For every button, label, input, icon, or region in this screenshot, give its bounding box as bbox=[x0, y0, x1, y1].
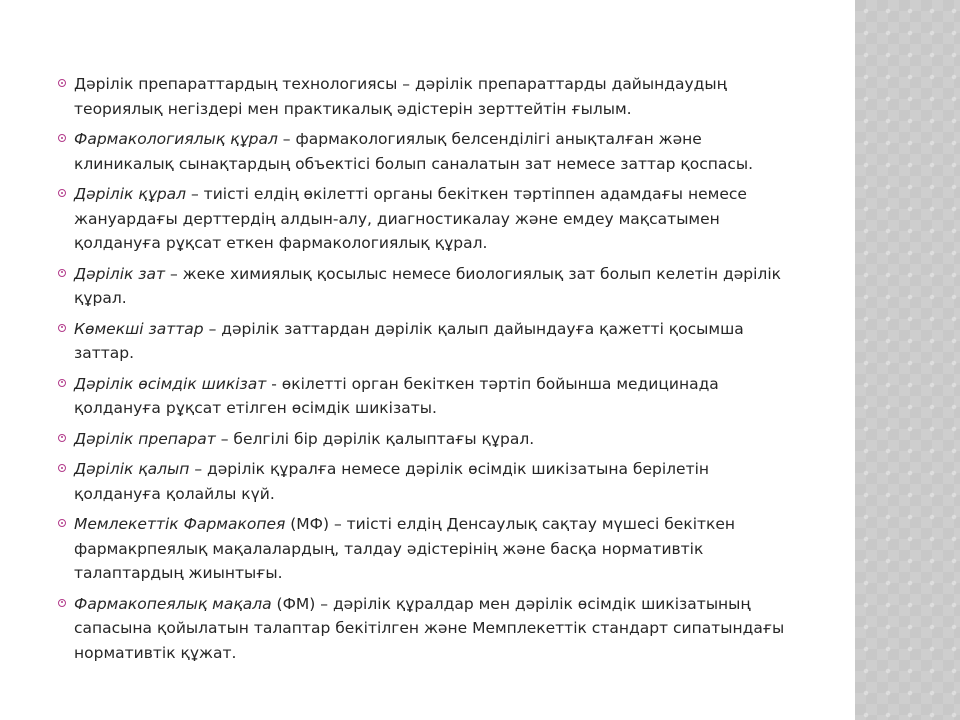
definition-text: – фармакологиялық белсенділігі анықталған және клиникалық сынақтардың объектісі болып саналатын зат немесе заттар қоспасы. bbox=[74, 130, 754, 173]
term: Көмекші заттар bbox=[74, 319, 204, 338]
term: Дәрілік өсімдік шикізат bbox=[74, 374, 267, 393]
definition-text: - өкілетті орган бекіткен тәртіп бойынша медицинада қолдануға рұқсат етілген өсімдік шикізаты. bbox=[74, 374, 719, 417]
definition-text: – дәрілік құралға немесе дәрілік өсімдік шикізатына берілетін қолдануға қолайлы күй. bbox=[74, 460, 710, 503]
bullet-icon bbox=[58, 134, 66, 142]
definition-text: – тиісті елдің өкілетті органы бекіткен тәртіппен адамдағы немесе жануардағы дерттердің алдын-алу, диагностикалау және емдеу мақсатымен қолдануға рұқсат еткен фармакологиялық құрал. bbox=[74, 185, 747, 252]
bullet-icon bbox=[58, 464, 66, 472]
list-item bbox=[58, 317, 798, 366]
term: Дәрілік құрал bbox=[74, 185, 187, 203]
bullet-icon bbox=[58, 324, 66, 332]
definitions-list bbox=[58, 72, 798, 671]
list-item bbox=[58, 262, 798, 311]
bullet-icon bbox=[58, 269, 66, 277]
list-item bbox=[58, 512, 798, 586]
term: Дәрілік зат bbox=[74, 264, 166, 283]
bullet-icon bbox=[58, 379, 66, 387]
list-item bbox=[58, 127, 798, 176]
bullet-icon bbox=[58, 519, 66, 527]
definition-text: (МФ) – тиісті елдің Денсаулық сақтау мүшесі бекіткен фармакрпеялық мақалалардың, талдау әдістерінің және басқа нормативтік талаптардың жиынтығы. bbox=[74, 515, 736, 582]
list-item bbox=[58, 72, 798, 121]
term: Дәрілік қалып bbox=[74, 460, 190, 478]
term: Фармакопеялық мақала bbox=[74, 594, 272, 613]
list-item bbox=[58, 457, 798, 506]
definition-text: Дәрілік препараттардың технологиясы – дәрілік препараттарды дайындаудың теориялық негіздері мен практикалық әдістерін зерттейтін ғылым. bbox=[74, 75, 727, 118]
term: Дәрілік препарат bbox=[74, 429, 216, 448]
definition-text: – жеке химиялық қосылыс немесе биологиялық зат болып келетін дәрілік құрал. bbox=[74, 264, 781, 307]
bullet-icon bbox=[58, 599, 66, 607]
bullet-icon bbox=[58, 189, 66, 197]
term: Фармакологиялық құрал bbox=[74, 130, 278, 148]
decorative-side-panel bbox=[855, 0, 960, 720]
definition-text: – белгілі бір дәрілік қалыптағы құрал. bbox=[215, 429, 535, 448]
list-item bbox=[58, 592, 798, 666]
bullet-icon bbox=[58, 434, 66, 442]
list-item bbox=[58, 427, 798, 452]
definition-text: – дәрілік заттардан дәрілік қалып дайындауға қажетті қосымша заттар. bbox=[74, 319, 744, 362]
bullet-icon bbox=[58, 79, 66, 87]
list-item bbox=[58, 182, 798, 256]
term: Мемлекеттік Фармакопея bbox=[74, 515, 286, 533]
list-item bbox=[58, 372, 798, 421]
definition-text: (ФМ) – дәрілік құралдар мен дәрілік өсімдік шикізатының сапасына қойылатын талаптар бекітілген және Мемплекеттік стандарт сипатындағы нормативтік құжат. bbox=[74, 594, 785, 662]
